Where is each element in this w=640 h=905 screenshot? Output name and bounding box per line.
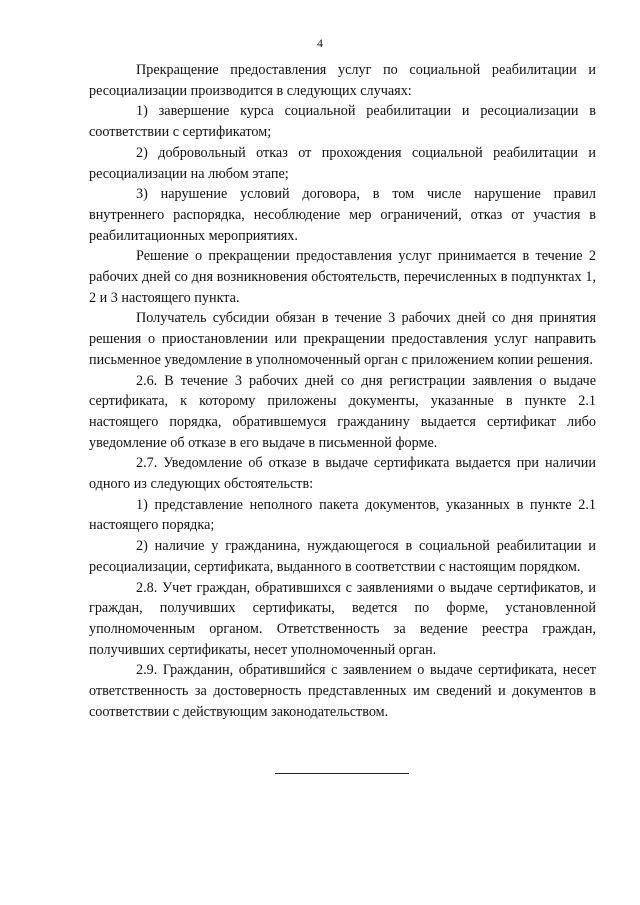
paragraph-termination-case-1: 1) завершение курса социальной реабилитации и ресоциализации в соответствии с сертификатом; bbox=[89, 103, 596, 141]
paragraph-termination-intro: Прекращение предоставления услуг по социальной реабилитации и ресоциализации производится в следующих случаях: bbox=[89, 62, 596, 99]
paragraph-termination-case-2: 2) добровольный отказ от прохождения социальной реабилитации и ресоциализации на любом этапе; bbox=[89, 144, 596, 182]
paragraph-refusal-case-1: 1) представление неполного пакета документов, указанных в пункте 2.1 настоящего порядка; bbox=[89, 496, 596, 534]
paragraph-recipient-obligation: Получатель субсидии обязан в течение 3 рабочих дней со дня принятия решения о приостановлении или прекращении предоставления услуг направить письменное уведомление в уполномоченный орган с приложением копии решения. bbox=[89, 310, 596, 368]
paragraph-section-2-9: 2.9. Гражданин, обратившийся с заявлением о выдаче сертификата, несет ответственность за достоверность представленных им сведений и документов в соответствии с действующим законодательством. bbox=[89, 662, 596, 720]
paragraph-section-2-6: 2.6. В течение 3 рабочих дней со дня регистрации заявления о выдаче сертификата, к которому приложены документы, указанные в пункте 2.1 настоящего порядка, обратившемуся гражданину выдается сертификат либо уведомление об отказе в его выдаче в письменной форме. bbox=[89, 372, 596, 451]
closing-divider-line bbox=[275, 773, 409, 774]
paragraph-section-2-7: 2.7. Уведомление об отказе в выдаче сертификата выдается при наличии одного из следующих обстоятельств: bbox=[89, 455, 596, 493]
page-number: 4 bbox=[317, 36, 323, 50]
paragraph-termination-case-3: 3) нарушение условий договора, в том числе нарушение правил внутреннего распорядка, несоблюдение мер ограничений, отказ от участия в реабилитационных мероприятиях. bbox=[89, 186, 596, 244]
paragraph-section-2-8: 2.8. Учет граждан, обратившихся с заявлениями о выдаче сертификатов, и граждан, получивших сертификаты, ведется по форме, установленной уполномоченным органом. Ответственность за ведение реестра граждан, получивших сертификаты, несет уполномоченный орган. bbox=[89, 579, 596, 658]
paragraph-termination-decision: Решение о прекращении предоставления услуг принимается в течение 2 рабочих дней со дня возникновения обстоятельств, перечисленных в подпунктах 1, 2 и 3 настоящего пункта. bbox=[89, 248, 596, 306]
document-body bbox=[89, 60, 596, 723]
paragraph-refusal-case-2: 2) наличие у гражданина, нуждающегося в социальной реабилитации и ресоциализации, сертификата, выданного в соответствии с настоящим порядком. bbox=[89, 538, 596, 575]
